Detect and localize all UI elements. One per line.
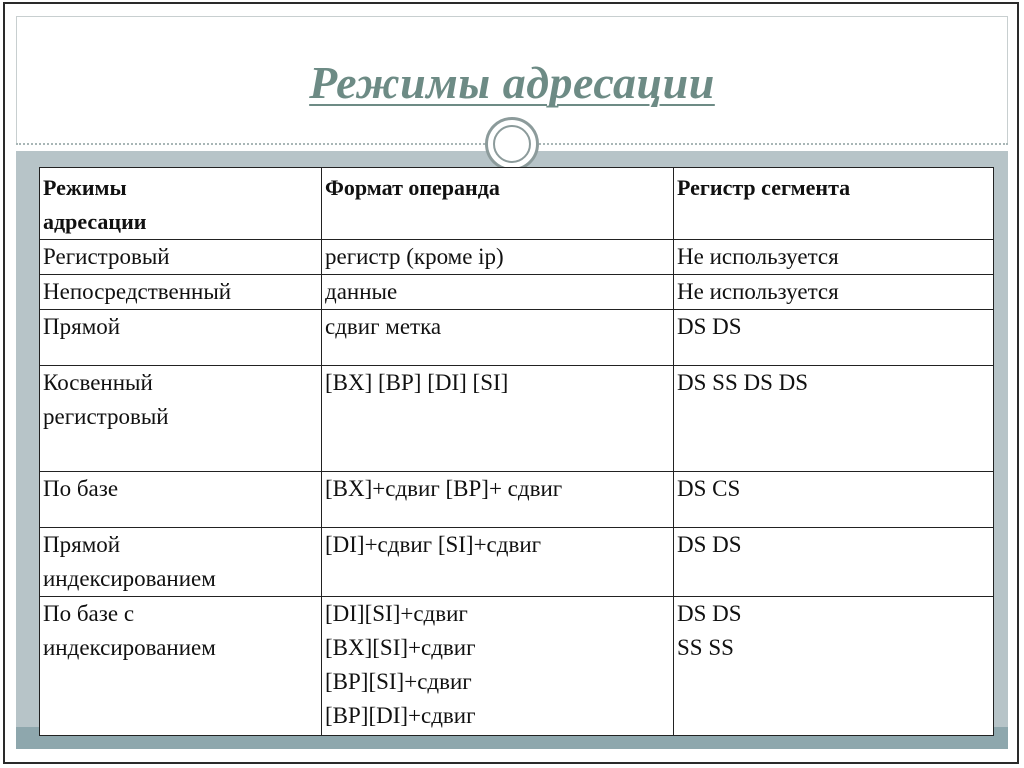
table-row [40, 366, 994, 472]
cell-mode [40, 597, 322, 736]
cell-line: Непосредственный [43, 279, 232, 304]
cell-line: DS SS DS DS [677, 370, 809, 395]
cell-line: [DI][SI]+сдвиг [325, 601, 468, 626]
cell-format [322, 240, 674, 275]
cell-line: Регистровый [43, 244, 170, 269]
cell-format [322, 275, 674, 310]
table-row [40, 472, 994, 528]
table-header-row [40, 168, 994, 240]
cell-mode [40, 310, 322, 366]
table-row [40, 310, 994, 366]
cell-format [322, 528, 674, 597]
cell-mode [40, 528, 322, 597]
cell-line: [BX][SI]+сдвиг [325, 635, 476, 660]
cell-line: Не используется [677, 279, 839, 304]
cell-line: Косвенный [43, 370, 153, 395]
cell-line: [BP][SI]+сдвиг [325, 669, 472, 694]
cell-line: [BP][DI]+сдвиг [325, 703, 476, 728]
header-segment: Регистр сегмента [674, 168, 994, 240]
header-mode-line: Режимы [43, 175, 127, 200]
slide-title: Режимы адресации [309, 57, 715, 108]
cell-line: По базе [43, 476, 119, 501]
cell-segment [674, 472, 994, 528]
table-row [40, 240, 994, 275]
table-row [40, 597, 994, 736]
cell-format [322, 597, 674, 736]
cell-line: DS DS [677, 601, 742, 626]
cell-segment [674, 275, 994, 310]
circle-ornament-icon [485, 117, 539, 171]
cell-line: DS DS [677, 314, 742, 339]
cell-segment [674, 366, 994, 472]
cell-line: DS CS [677, 476, 741, 501]
cell-line: SS SS [677, 635, 734, 660]
cell-line: индексированием [43, 635, 216, 660]
cell-segment [674, 240, 994, 275]
cell-mode [40, 240, 322, 275]
cell-mode [40, 366, 322, 472]
cell-line: индексированием [43, 566, 216, 591]
table-container [39, 167, 993, 728]
header-format: Формат операнда [322, 168, 674, 240]
table-row [40, 528, 994, 597]
cell-line: регистровый [43, 404, 169, 429]
table-row [40, 275, 994, 310]
header-mode-line: адресации [43, 209, 147, 234]
cell-line: [BX]+сдвиг [BP]+ сдвиг [325, 476, 563, 501]
cell-line: DS DS [677, 532, 742, 557]
addressing-modes-table [39, 167, 994, 736]
cell-line: [BX] [BP] [DI] [SI] [325, 370, 509, 395]
cell-line: регистр (кроме ip) [325, 244, 504, 269]
header-mode [40, 168, 322, 240]
cell-segment [674, 310, 994, 366]
cell-line: По базе с [43, 601, 135, 626]
cell-line: Прямой [43, 314, 121, 339]
cell-mode [40, 472, 322, 528]
cell-line: сдвиг метка [325, 314, 442, 339]
cell-mode [40, 275, 322, 310]
cell-line: [DI]+сдвиг [SI]+сдвиг [325, 532, 542, 557]
cell-format [322, 366, 674, 472]
cell-format [322, 472, 674, 528]
cell-line: данные [325, 279, 398, 304]
cell-line: Прямой [43, 532, 121, 557]
cell-segment [674, 528, 994, 597]
cell-segment [674, 597, 994, 736]
cell-line: Не используется [677, 244, 839, 269]
cell-format [322, 310, 674, 366]
